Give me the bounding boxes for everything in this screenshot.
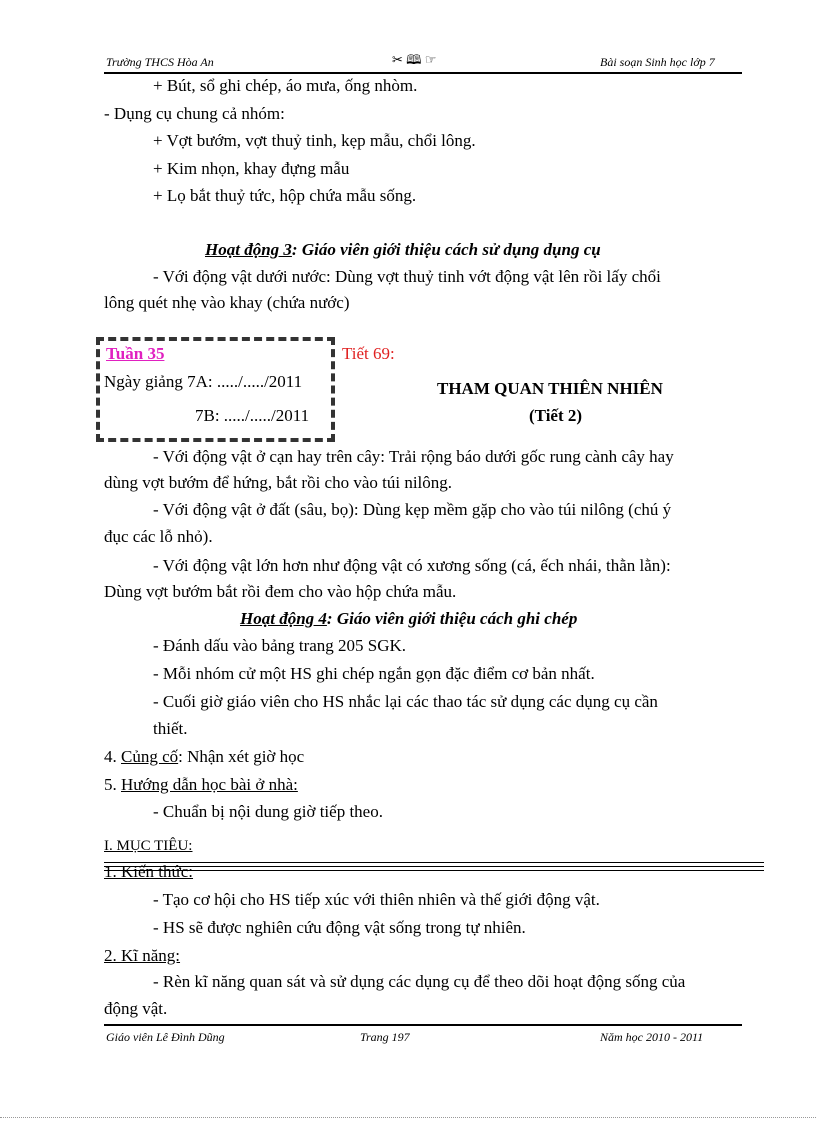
soil-animals-line2: đục các lỗ nhỏ). xyxy=(104,527,213,546)
section-4-title: Củng cố xyxy=(121,747,179,766)
group-tools-heading: - Dụng cụ chung cả nhóm: xyxy=(104,104,285,123)
divider-line-2 xyxy=(104,866,764,867)
large-animals-line1: - Với động vật lớn hơn như động vật có xương sống (cá, ếch nhái, thằn lằn): xyxy=(153,556,671,575)
section-5-title: Hướng dẫn học bài ở nhà: xyxy=(121,775,298,794)
teaching-date-7a: Ngày giảng 7A: ...../...../2011 xyxy=(104,372,303,391)
lesson-title: THAM QUAN THIÊN NHIÊN xyxy=(437,379,663,398)
objectives-heading: I. MỤC TIÊU: xyxy=(104,838,193,854)
water-animals-line1: - Với động vật dưới nước: Dùng vợt thuỷ tinh vớt động vật lên rồi lấy chổi xyxy=(153,267,661,286)
week-label: Tuần 35 xyxy=(106,344,165,363)
header-rule xyxy=(104,72,742,74)
activity-4-heading xyxy=(240,609,577,629)
section-5-number: 5. xyxy=(104,775,121,794)
activity-3-label: Hoạt động 3 xyxy=(205,240,292,259)
item-jars: + Lọ bắt thuỷ tức, hộp chứa mẫu sống. xyxy=(153,186,417,205)
page-edge xyxy=(0,1117,816,1118)
end-recap-line2: thiết. xyxy=(153,719,188,738)
skills-item-line2: động vật. xyxy=(104,999,168,1018)
item-nets: + Vợt bướm, vợt thuỷ tinh, kẹp mẫu, chổi lông. xyxy=(153,131,476,150)
item-needles: + Kim nhọn, khay đựng mẫu xyxy=(153,159,350,178)
knowledge-heading: 1. Kiến thức: xyxy=(104,862,194,881)
group-note-line: - Mỗi nhóm cử một HS ghi chép ngắn gọn đặc điểm cơ bản nhất. xyxy=(153,664,595,683)
divider-line-1 xyxy=(104,862,764,863)
section-4 xyxy=(104,747,304,767)
land-animals-line2: dùng vợt bướm để hứng, bắt rồi cho vào túi nilông. xyxy=(104,473,453,492)
mark-table-line: - Đánh dấu vào bảng trang 205 SGK. xyxy=(153,636,407,655)
divider-line-3 xyxy=(104,870,764,871)
knowledge-item-1: - Tạo cơ hội cho HS tiếp xúc với thiên nhiên và thế giới động vật. xyxy=(153,890,600,909)
soil-animals-line1: - Với động vật ở đất (sâu, bọ): Dùng kẹp mềm gặp cho vào túi nilông (chú ý xyxy=(153,500,672,519)
section-5 xyxy=(104,775,298,795)
large-animals-line2: Dùng vợt bướm bắt rồi đem cho vào hộp chứa mẫu. xyxy=(104,582,457,601)
header-ornament-icon: ✂ 🕮 ☞ xyxy=(392,52,437,67)
skills-item-line1: - Rèn kĩ năng quan sát và sử dụng các dụng cụ để theo dõi hoạt động sống của xyxy=(153,972,686,991)
water-animals-line2: lông quét nhẹ vào khay (chứa nước) xyxy=(104,293,350,312)
activity-4-label: Hoạt động 4 xyxy=(240,609,327,628)
activity-3-text: : Giáo viên giới thiệu cách sử dụng dụng cụ xyxy=(291,240,601,259)
footer-year: Năm học 2010 - 2011 xyxy=(600,1030,704,1044)
teaching-date-7b: 7B: ...../...../2011 xyxy=(195,406,310,425)
prepare-next-line: - Chuẩn bị nội dung giờ tiếp theo. xyxy=(153,802,383,821)
end-recap-line1: - Cuối giờ giáo viên cho HS nhắc lại các thao tác sử dụng các dụng cụ cần xyxy=(153,692,658,711)
lesson-subtitle: (Tiết 2) xyxy=(529,406,583,425)
footer-teacher: Giáo viên Lê Đình Dũng xyxy=(106,1030,225,1044)
land-animals-line1: - Với động vật ở cạn hay trên cây: Trải rộng báo dưới gốc rung cành cây hay xyxy=(153,447,674,466)
header-subject: Bài soạn Sinh học lớp 7 xyxy=(600,55,715,69)
section-4-number: 4. xyxy=(104,747,121,766)
footer-page: Trang 197 xyxy=(360,1030,410,1044)
item-pen-notebook: + Bút, sổ ghi chép, áo mưa, ống nhòm. xyxy=(153,76,418,95)
footer-rule xyxy=(104,1024,742,1026)
lesson-period: Tiết 69: xyxy=(342,344,395,363)
activity-4-text: : Giáo viên giới thiệu cách ghi chép xyxy=(326,609,578,628)
header-school: Trường THCS Hòa An xyxy=(106,55,214,69)
section-4-text: : Nhận xét giờ học xyxy=(178,747,305,766)
activity-3-heading xyxy=(205,240,601,260)
skills-heading: 2. Kĩ năng: xyxy=(104,946,181,965)
knowledge-item-2: - HS sẽ được nghiên cứu động vật sống trong tự nhiên. xyxy=(153,918,526,937)
